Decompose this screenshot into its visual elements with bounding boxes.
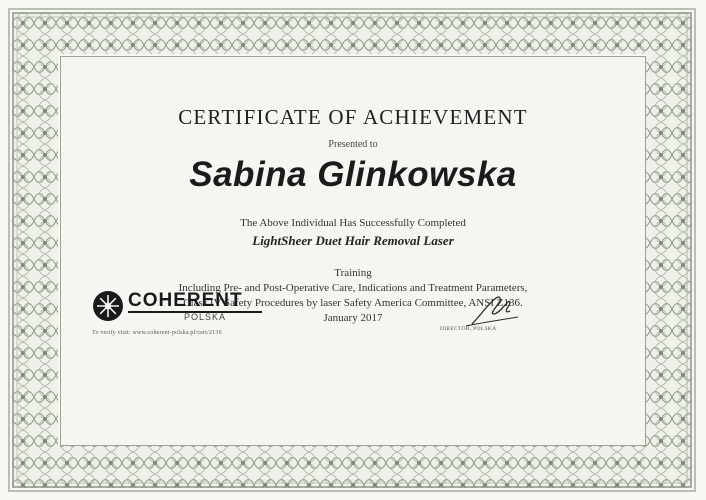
verification-text: To verify visit: www.coherent-polska.pl/cert/2136	[92, 330, 222, 336]
details-line: Class IV Safety Procedures by laser Safety America Committee, ANSI Z136.	[183, 297, 523, 309]
logo-brand-text: COHERENT	[128, 290, 243, 311]
certificate-title: CERTIFICATE OF ACHIEVEMENT	[178, 105, 528, 129]
certificate-body	[60, 56, 646, 446]
coherent-logo	[92, 290, 272, 326]
training-label: Training	[334, 267, 372, 279]
completion-statement: The Above Individual Has Successfully Completed	[240, 217, 466, 229]
details-line: Including Pre- and Post-Operative Care, Indications and Treatment Parameters,	[178, 282, 528, 294]
recipient-name: Sabina Glinkowska	[189, 155, 517, 194]
laser-star-icon	[92, 290, 124, 322]
details-line: January 2017	[323, 312, 383, 324]
course-name: LightSheer Duet Hair Removal Laser	[252, 233, 454, 248]
presented-to-label: Presented to	[328, 139, 378, 150]
signature-icon	[410, 290, 520, 330]
logo-sub-text: POLSKA	[184, 312, 227, 322]
signature-caption: DIRECTOR, POLSKA	[440, 326, 497, 332]
